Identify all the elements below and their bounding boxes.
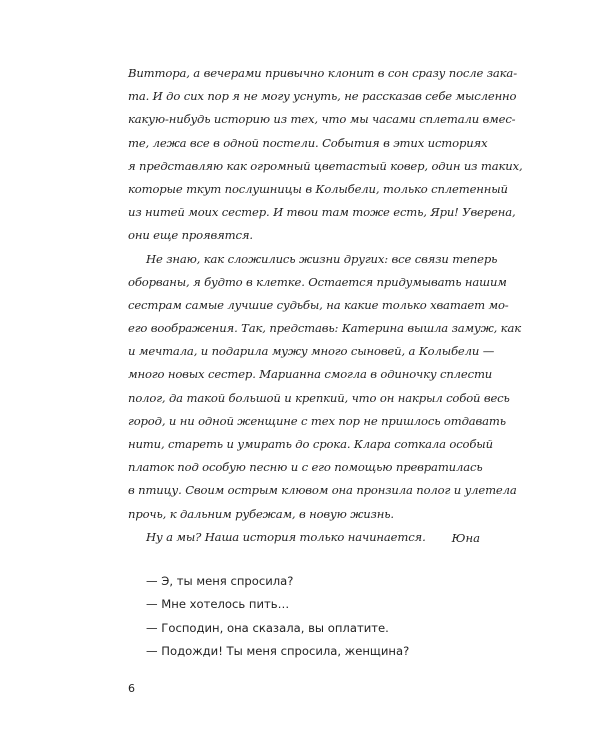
signature: Юна [451,531,480,545]
text-line: прочь, к дальним рубежам, в новую жизнь. [128,506,394,521]
letter-text [128,62,523,549]
paragraph-2 [128,248,521,526]
dialogue [146,570,466,664]
text-line: нити, стареть и умирать до срока. Клара соткала особый [128,437,493,451]
text-line: из нитей моих сестер. И твои там тоже есть, Яри! Уверена, [128,205,516,220]
text-line: сестрам самые лучшие судьбы, на какие только хватает мо- [128,297,509,312]
paragraph-1 [128,62,523,248]
text-line: оборваны, я будто в клетке. Остается придумывать нашим [128,274,507,289]
dialogue-line: — Э, ты меня спросила? [146,574,294,588]
text-line: и мечтала, и подарила мужу много сыновей, а Колыбели — [128,344,495,359]
text-line: какую-нибудь историю из тех, что мы часами сплетали вмес- [128,112,516,127]
text-line: которые ткут послушницы в Колыбели, только сплетенный [128,181,508,196]
text-line: много новых сестер. Марианна смогла в одиночку сплести [128,367,493,382]
text-line: они еще проявятся. [128,228,253,243]
text-line: Не знаю, как сложились жизни других: все связи теперь [146,251,498,266]
dialogue-line: — Мне хотелось пить… [146,597,290,612]
text-line: полог, да такой большой и крепкий, что он накрыл собой весь [128,390,510,405]
text-line: город, и ни одной женщине с тех пор не пришлось отдавать [128,413,506,428]
text-line: его воображения. Так, представь: Катерина вышла замуж, как [128,321,521,336]
text-line: те, лежа все в одной постели. События в этих историях [128,135,488,150]
page-number: 6 [128,682,135,695]
text-line: Ну а мы? Наша история только начинается. [146,529,426,544]
text-line: Витторa, а вечерами привычно клонит в сон сразу после зака- [128,66,517,80]
text-line: та. И до сих пор я не могу уснуть, не рассказав себе мысленно [128,89,517,104]
dialogue-line: — Господин, она сказала, вы оплатите. [146,620,389,635]
dialogue-line: — Подожди! Ты меня спросила, женщина? [146,644,410,659]
text-line: платок под особую песню и с его помощью превратилась [128,460,483,475]
text-line: я представляю как огромный цветастый ковер, один из таких, [128,158,523,173]
text-line: в птицу. Своим острым клювом она пронзила полог и улетела [128,483,517,498]
